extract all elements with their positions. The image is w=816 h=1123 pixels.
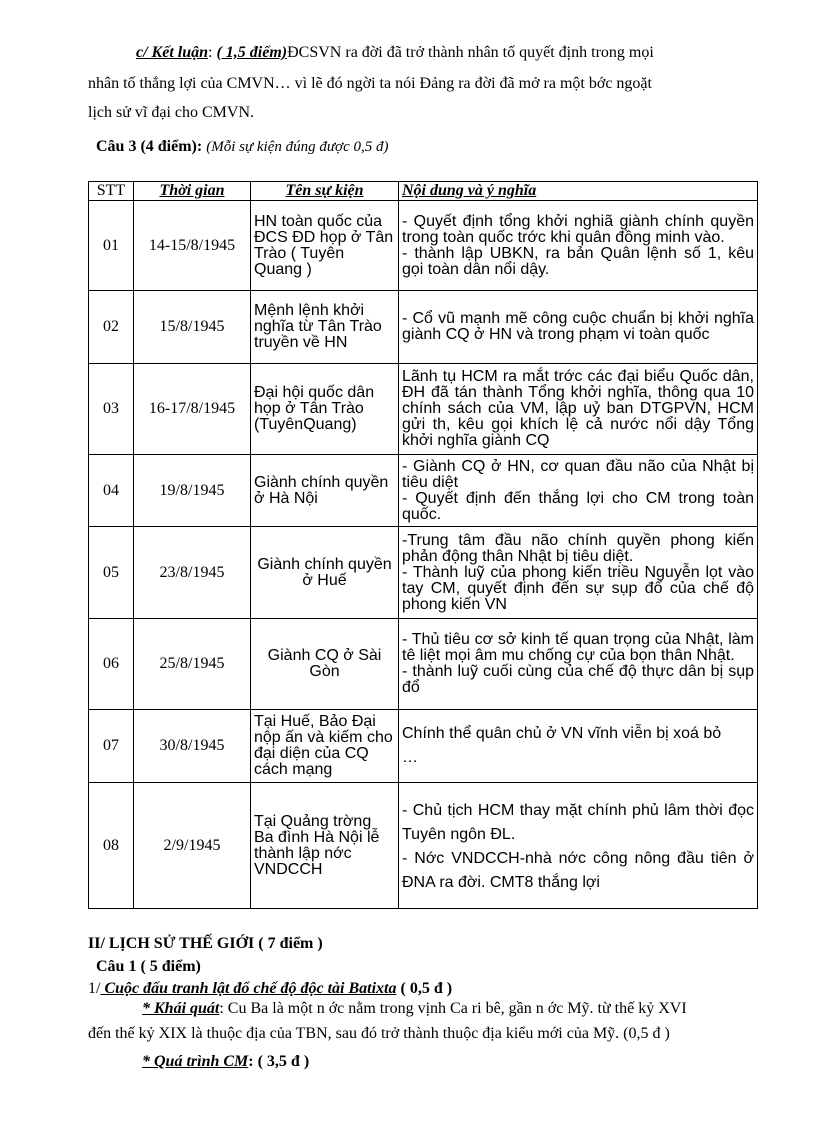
conclusion-line-3: lịch sử vĩ đại cho CMVN. <box>88 104 254 121</box>
overview-line-1 <box>142 1000 687 1018</box>
question-1-title: Câu 1 ( 5 điểm) <box>96 958 201 975</box>
table-row <box>89 783 758 909</box>
question-3-heading <box>96 138 388 156</box>
row-stt: 01 <box>89 201 134 291</box>
table-row <box>89 710 758 783</box>
row-event: HN toàn quốc của ĐCS ĐD họp ở Tân Trào ( Tuyên Quang ) <box>251 201 399 291</box>
row-stt: 03 <box>89 364 134 455</box>
row-content: - Thủ tiêu cơ sở kinh tế quan trọng của Nhật, làm tê liệt mọi âm mu chống cự của bọn thân Nhật. - thành luỹ cuối cùng của chế độ thực dân bị sụp đổ <box>399 619 758 710</box>
revolution-process-heading <box>142 1053 309 1071</box>
subsection-1-title: Cuộc đấu tranh lật đổ chế độ độc tài Batixta <box>100 980 397 997</box>
row-time: 2/9/1945 <box>134 783 251 909</box>
row-event: Giành CQ ở Sài Gòn <box>251 619 399 710</box>
conclusion-points: ( 1,5 điểm) <box>216 44 288 61</box>
conclusion-line-1: c/ Kết luận: ( 1,5 điểm)ĐCSVN ra đời đã trở thành nhân tố quyết định trong mọi <box>136 44 654 61</box>
row-content: - Chủ tịch HCM thay mặt chính phủ lâm thời đọc Tuyên ngôn ĐL. - Nớc VNDCCH-nhà nớc công nông đầu tiên ở ĐNA ra đời. CMT8 thắng lợi <box>399 783 758 909</box>
row-content: - Cổ vũ mạnh mẽ công cuộc chuẩn bị khởi nghĩa giành CQ ở HN và trong phạm vi toàn quốc <box>399 291 758 364</box>
row-content: Chính thể quân chủ ở VN vĩnh viễn bị xoá bỏ … <box>399 710 758 783</box>
row-event: Giành chính quyền ở Hà Nội <box>251 455 399 527</box>
row-event: Giành chính quyền ở Huế <box>251 527 399 619</box>
row-content: - Quyết định tổng khởi nghiã giành chính quyền trong toàn quốc trớc khi quân đồng minh vào. - thành lập UBKN, ra bản Quân lệnh số 1, kêu gọi toàn dân nổi dậy. <box>399 201 758 291</box>
row-time: 16-17/8/1945 <box>134 364 251 455</box>
row-content: - Giành CQ ở HN, cơ quan đầu não của Nhật bị tiêu diệt - Quyết định đến thắng lợi cho CM trong toàn quốc. <box>399 455 758 527</box>
table-row <box>89 201 758 291</box>
row-content: Lãnh tụ HCM ra mắt trớc các đại biểu Quốc dân, ĐH đã tán thành Tổng khởi nghĩa, thông qua 10 chính sách của VM, lập uỷ ban DTGPVN, HCM gửi th, kêu gọi khích lệ cả nước nổi dậy Tổng khởi nghĩa giành CQ <box>399 364 758 455</box>
row-stt: 05 <box>89 527 134 619</box>
row-stt: 08 <box>89 783 134 909</box>
table-row <box>89 455 758 527</box>
conclusion-text: ĐCSVN ra đời đã trở thành nhân tố quyết định trong mọi <box>287 44 654 61</box>
row-time: 23/8/1945 <box>134 527 251 619</box>
revolution-process-label: * Quá trình CM <box>142 1053 249 1070</box>
header-event: Tên sự kiện <box>251 182 399 201</box>
row-time: 15/8/1945 <box>134 291 251 364</box>
overview-label: * Khái quát <box>142 1000 220 1017</box>
header-content: Nội dung và ý nghĩa <box>399 182 758 201</box>
overview-line-2: đến thế kỷ XIX là thuộc địa của TBN, sau đó trở thành thuộc địa kiểu mới của Mỹ. (0,5 đ ) <box>88 1025 670 1042</box>
row-event: Tại Huế, Bảo Đại nộp ấn và kiếm cho đại diện của CQ cách mạng <box>251 710 399 783</box>
row-stt: 07 <box>89 710 134 783</box>
row-time: 30/8/1945 <box>134 710 251 783</box>
row-stt: 04 <box>89 455 134 527</box>
row-stt: 02 <box>89 291 134 364</box>
question-3-title: Câu 3 (4 điểm): <box>96 138 203 155</box>
table-row <box>89 291 758 364</box>
events-table <box>88 181 758 909</box>
section-2-heading: II/ LỊCH SỬ THẾ GIỚI ( 7 điểm ) <box>88 935 323 952</box>
row-time: 14-15/8/1945 <box>134 201 251 291</box>
row-content: -Trung tâm đầu não chính quyền phong kiến phản động thân Nhật bị tiêu diệt. - Thành luỹ của phong kiến triều Nguyễn lọt vào tay CM, quyết định đến sự sụp đổ của chế độ phong kiến VN <box>399 527 758 619</box>
subsection-1-heading: 1/ Cuộc đấu tranh lật đổ chế độ độc tài Batixta ( 0,5 đ ) <box>88 980 453 997</box>
subsection-1-points: ( 0,5 đ ) <box>396 980 453 997</box>
header-time: Thời gian <box>134 182 251 201</box>
conclusion-line-2: nhân tố thắng lợi của CMVN… vì lẽ đó ngời ta nói Đảng ra đời đã mở ra một bớc ngoặt <box>88 75 652 92</box>
table-row <box>89 364 758 455</box>
revolution-process-points: : ( 3,5 đ ) <box>248 1053 310 1070</box>
overview-text: : Cu Ba là một n ớc nằm trong vịnh Ca ri bê, gần n ớc Mỹ. từ thế kỷ XVI <box>219 1000 687 1017</box>
question-3-note: (Mỗi sự kiện đúng được 0,5 đ) <box>206 139 389 155</box>
row-event: Đại hội quốc dân họp ở Tân Trào (TuyênQuang) <box>251 364 399 455</box>
row-stt: 06 <box>89 619 134 710</box>
row-event: Tại Quảng trờng Ba đình Hà Nội lễ thành lập nớc VNDCCH <box>251 783 399 909</box>
row-time: 25/8/1945 <box>134 619 251 710</box>
table-row <box>89 619 758 710</box>
row-time: 19/8/1945 <box>134 455 251 527</box>
header-stt: STT <box>89 182 134 201</box>
table-header-row <box>89 182 758 201</box>
table-row <box>89 527 758 619</box>
conclusion-label: c/ Kết luận <box>136 44 209 61</box>
row-event: Mệnh lệnh khởi nghĩa từ Tân Trào truyền về HN <box>251 291 399 364</box>
